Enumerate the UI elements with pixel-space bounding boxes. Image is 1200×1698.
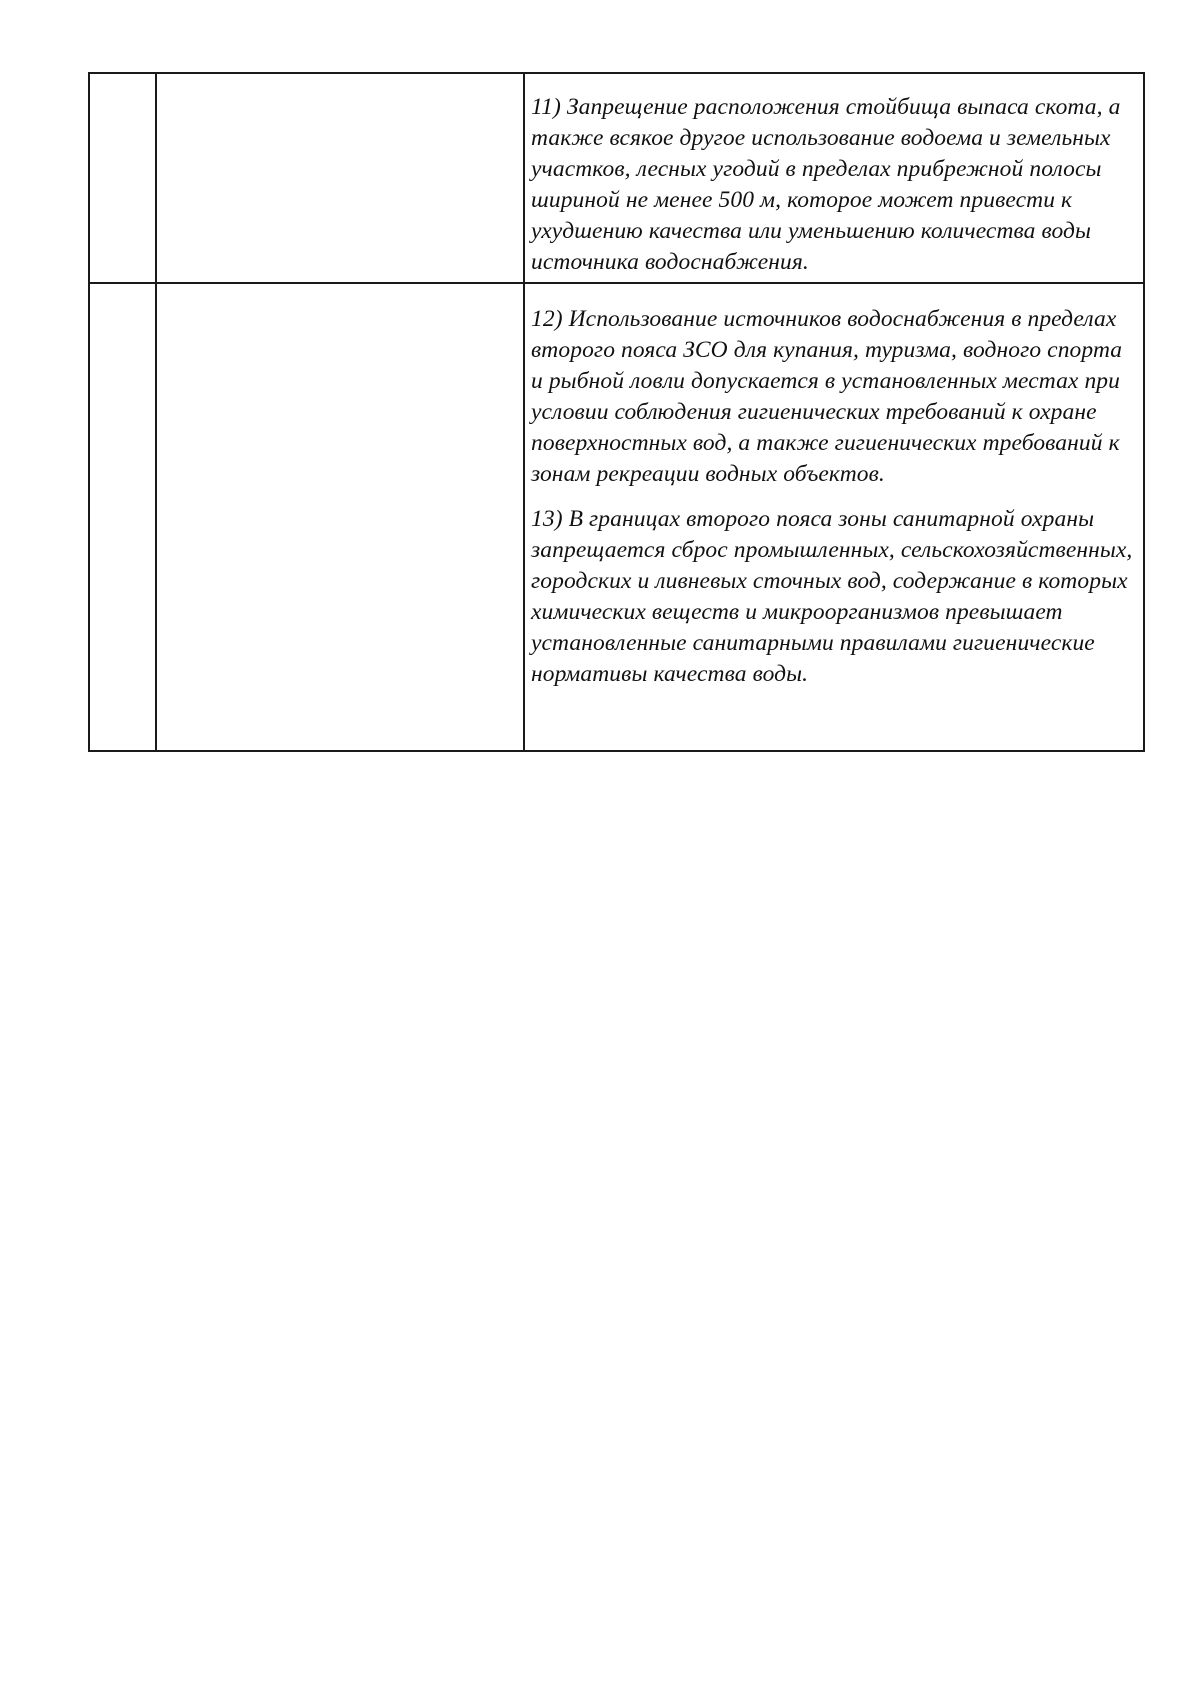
paragraph-item-13: 13) В границах второго пояса зоны санитарной охраны запрещается сброс промышленных, сельскохозяйственных, городских и ливневых сточных вод, содержание в которых химических веществ и микроорганизмов превышает установленные санитарными правилами гигиенические нормативы качества воды. (531, 506, 1133, 687)
row-name-cell (156, 73, 524, 283)
paragraph-item-12: 12) Использование источников водоснабжения в пределах второго пояса ЗСО для купания, туризма, водного спорта и рыбной ловли допускается в установленных местах при условии соблюдения гигиенических требований к охране поверхностных вод, а также гигиенических требований к зонам рекреации водных объектов. (531, 306, 1123, 487)
paragraph-item-11: 11) Запрещение расположения стойбища выпаса скота, а также всякое другое использование водоема и земельных участков, лесных угодий в пределах прибрежной полосы шириной не менее 500 м, которое может привести к ухудшению качества или уменьшению количества воды источника водоснабжения. (531, 94, 1121, 275)
table-row (89, 73, 1144, 283)
row-text-cell (524, 73, 1144, 283)
document-table (88, 72, 1145, 752)
row-text-cell (524, 283, 1144, 751)
row-name-cell (156, 283, 524, 751)
row-number-cell (89, 283, 156, 751)
row-number-cell (89, 73, 156, 283)
table-row (89, 283, 1144, 751)
